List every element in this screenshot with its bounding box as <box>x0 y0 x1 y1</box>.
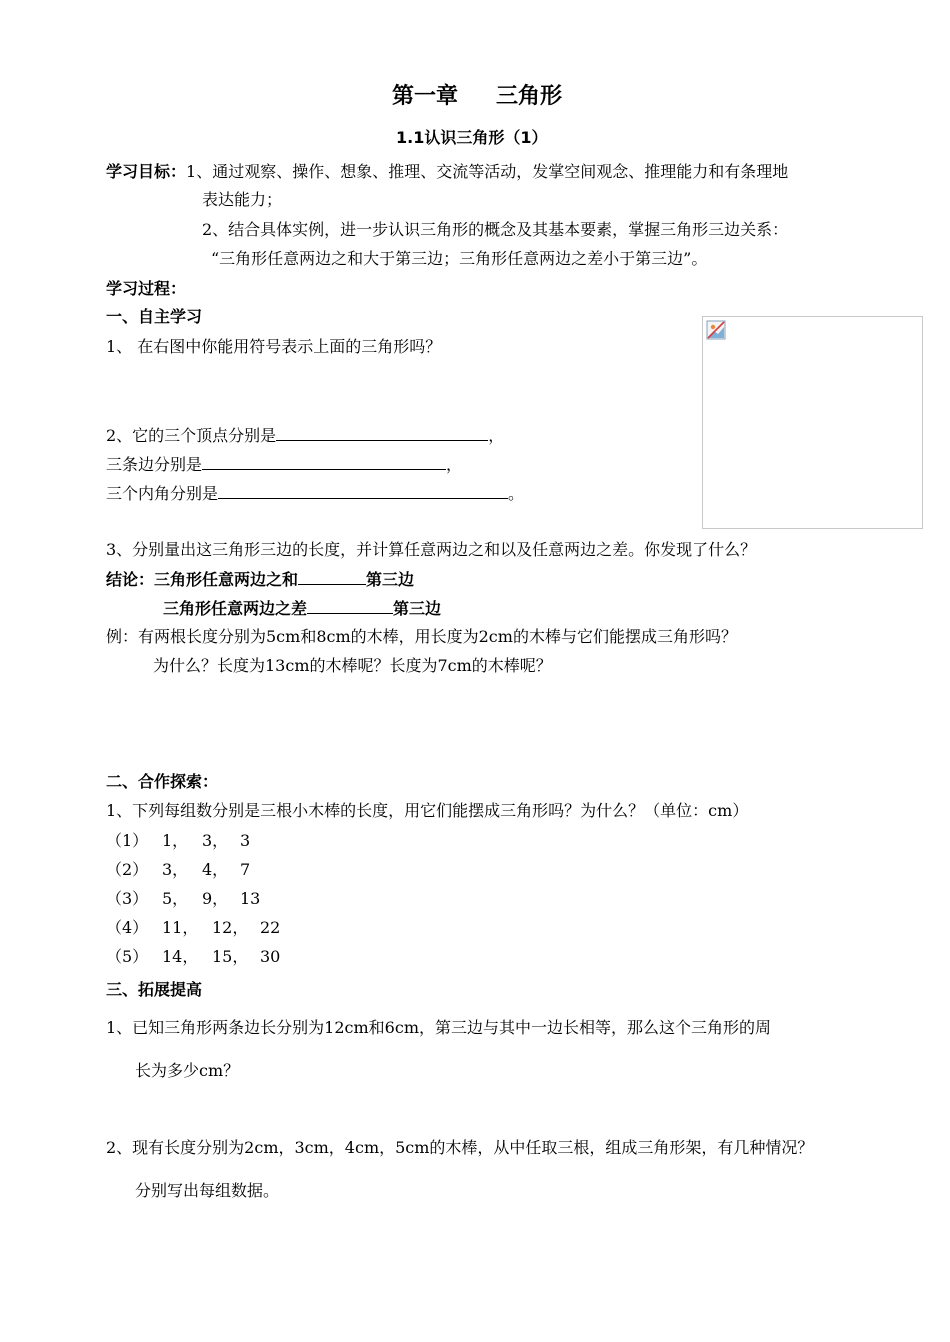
group-value: 3， <box>202 831 229 850</box>
conclusion-blank-1[interactable] <box>298 568 366 585</box>
conclusion-1a: 三角形任意两边之和 <box>154 570 299 589</box>
group-label: （5） <box>106 947 149 966</box>
q2b-text: 三条边分别是 <box>106 455 203 474</box>
group-value: 22 <box>260 918 281 937</box>
conclusion-2a: 三角形任意两边之差 <box>163 599 308 618</box>
section3-q1-line2: 长为多少cm？ <box>135 1061 240 1080</box>
q2b-end: ， <box>446 455 463 474</box>
lesson-subtitle: 1.1认识三角形（1） <box>396 128 548 147</box>
section1-q2b <box>106 453 462 476</box>
triangle-figure <box>702 316 923 529</box>
group-value: 13 <box>240 889 261 908</box>
objective-item-1a: 1、通过观察、操作、想象、推理、交流等活动，发掌空间观念、推理能力和有条理地 <box>186 162 789 181</box>
broken-image-icon <box>706 320 726 340</box>
q2a-end: ， <box>488 426 505 445</box>
group-value: 15， <box>212 947 249 966</box>
section3-q1-line1: 1、已知三角形两条边长分别为12cm和6cm，第三边与其中一边长相等，那么这个三角形的周 <box>106 1018 771 1037</box>
conclusion-1b: 第三边 <box>366 570 415 589</box>
process-label: 学习过程： <box>106 279 187 298</box>
group-value: 14， <box>162 947 199 966</box>
group-row-5 <box>106 946 280 968</box>
angles-blank[interactable] <box>218 482 508 499</box>
objective-line-1 <box>106 161 788 183</box>
section3-q2-line1: 2、现有长度分别为2cm，3cm，4cm，5cm的木棒，从中任取三根，组成三角形架，有几种情况？ <box>106 1138 814 1157</box>
group-label: （2） <box>106 860 149 879</box>
q2a-text: 2、它的三个顶点分别是 <box>106 426 277 445</box>
chapter-name: 三角形 <box>496 84 563 109</box>
group-row-3 <box>106 888 260 910</box>
vertices-blank[interactable] <box>276 424 488 441</box>
chapter-number: 第一章 <box>392 84 459 109</box>
group-label: （4） <box>106 918 149 937</box>
conclusion-line-1 <box>106 568 414 591</box>
objective-item-1b: 表达能力； <box>202 190 283 209</box>
conclusion-line-2 <box>163 597 441 620</box>
group-value: 4， <box>202 860 229 879</box>
objectives-label: 学习目标： <box>106 162 187 181</box>
example-line-2: 为什么？长度为13cm的木棒呢？长度为7cm的木棒呢？ <box>153 656 552 675</box>
section1-q1: 1、 在右图中你能用符号表示上面的三角形吗？ <box>106 337 442 356</box>
group-value: 7 <box>240 860 251 879</box>
conclusion-2b: 第三边 <box>393 599 442 618</box>
group-value: 5， <box>162 889 189 908</box>
objective-item-2b: “三角形任意两边之和大于第三边；三角形任意两边之差小于第三边”。 <box>211 249 708 268</box>
section3-q2-line2: 分别写出每组数据。 <box>135 1181 280 1200</box>
group-row-2 <box>106 859 250 881</box>
section2-heading: 二、合作探索： <box>106 772 219 791</box>
page-title <box>392 82 562 112</box>
section1-q3: 3、分别量出这三角形三边的长度，并计算任意两边之和以及任意两边之差。你发现了什么？ <box>106 540 757 559</box>
group-row-4 <box>106 917 280 939</box>
section2-q1: 1、下列每组数分别是三根小木棒的长度，用它们能摆成三角形吗？为什么？（单位：cm） <box>106 801 749 820</box>
conclusion-label: 结论： <box>106 570 155 589</box>
conclusion-blank-2[interactable] <box>307 597 393 614</box>
group-value: 1， <box>162 831 189 850</box>
group-label: （3） <box>106 889 149 908</box>
q2c-end: 。 <box>508 484 525 503</box>
q2c-text: 三个内角分别是 <box>106 484 219 503</box>
sides-blank[interactable] <box>202 453 446 470</box>
group-value: 9， <box>202 889 229 908</box>
group-value: 3， <box>162 860 189 879</box>
group-row-1 <box>106 830 250 852</box>
group-value: 30 <box>260 947 281 966</box>
group-value: 12， <box>212 918 249 937</box>
group-value: 11， <box>162 918 199 937</box>
group-label: （1） <box>106 831 149 850</box>
group-value: 3 <box>240 831 251 850</box>
section1-q2c <box>106 482 524 505</box>
section3-heading: 三、拓展提高 <box>106 980 203 999</box>
example-line-1: 例：有两根长度分别为5cm和8cm的木棒，用长度为2cm的木棒与它们能摆成三角形吗？ <box>106 627 737 646</box>
section1-q2a <box>106 424 504 447</box>
section1-heading: 一、自主学习 <box>106 307 203 326</box>
objective-item-2a: 2、结合具体实例，进一步认识三角形的概念及其基本要素，掌握三角形三边关系： <box>202 220 789 239</box>
